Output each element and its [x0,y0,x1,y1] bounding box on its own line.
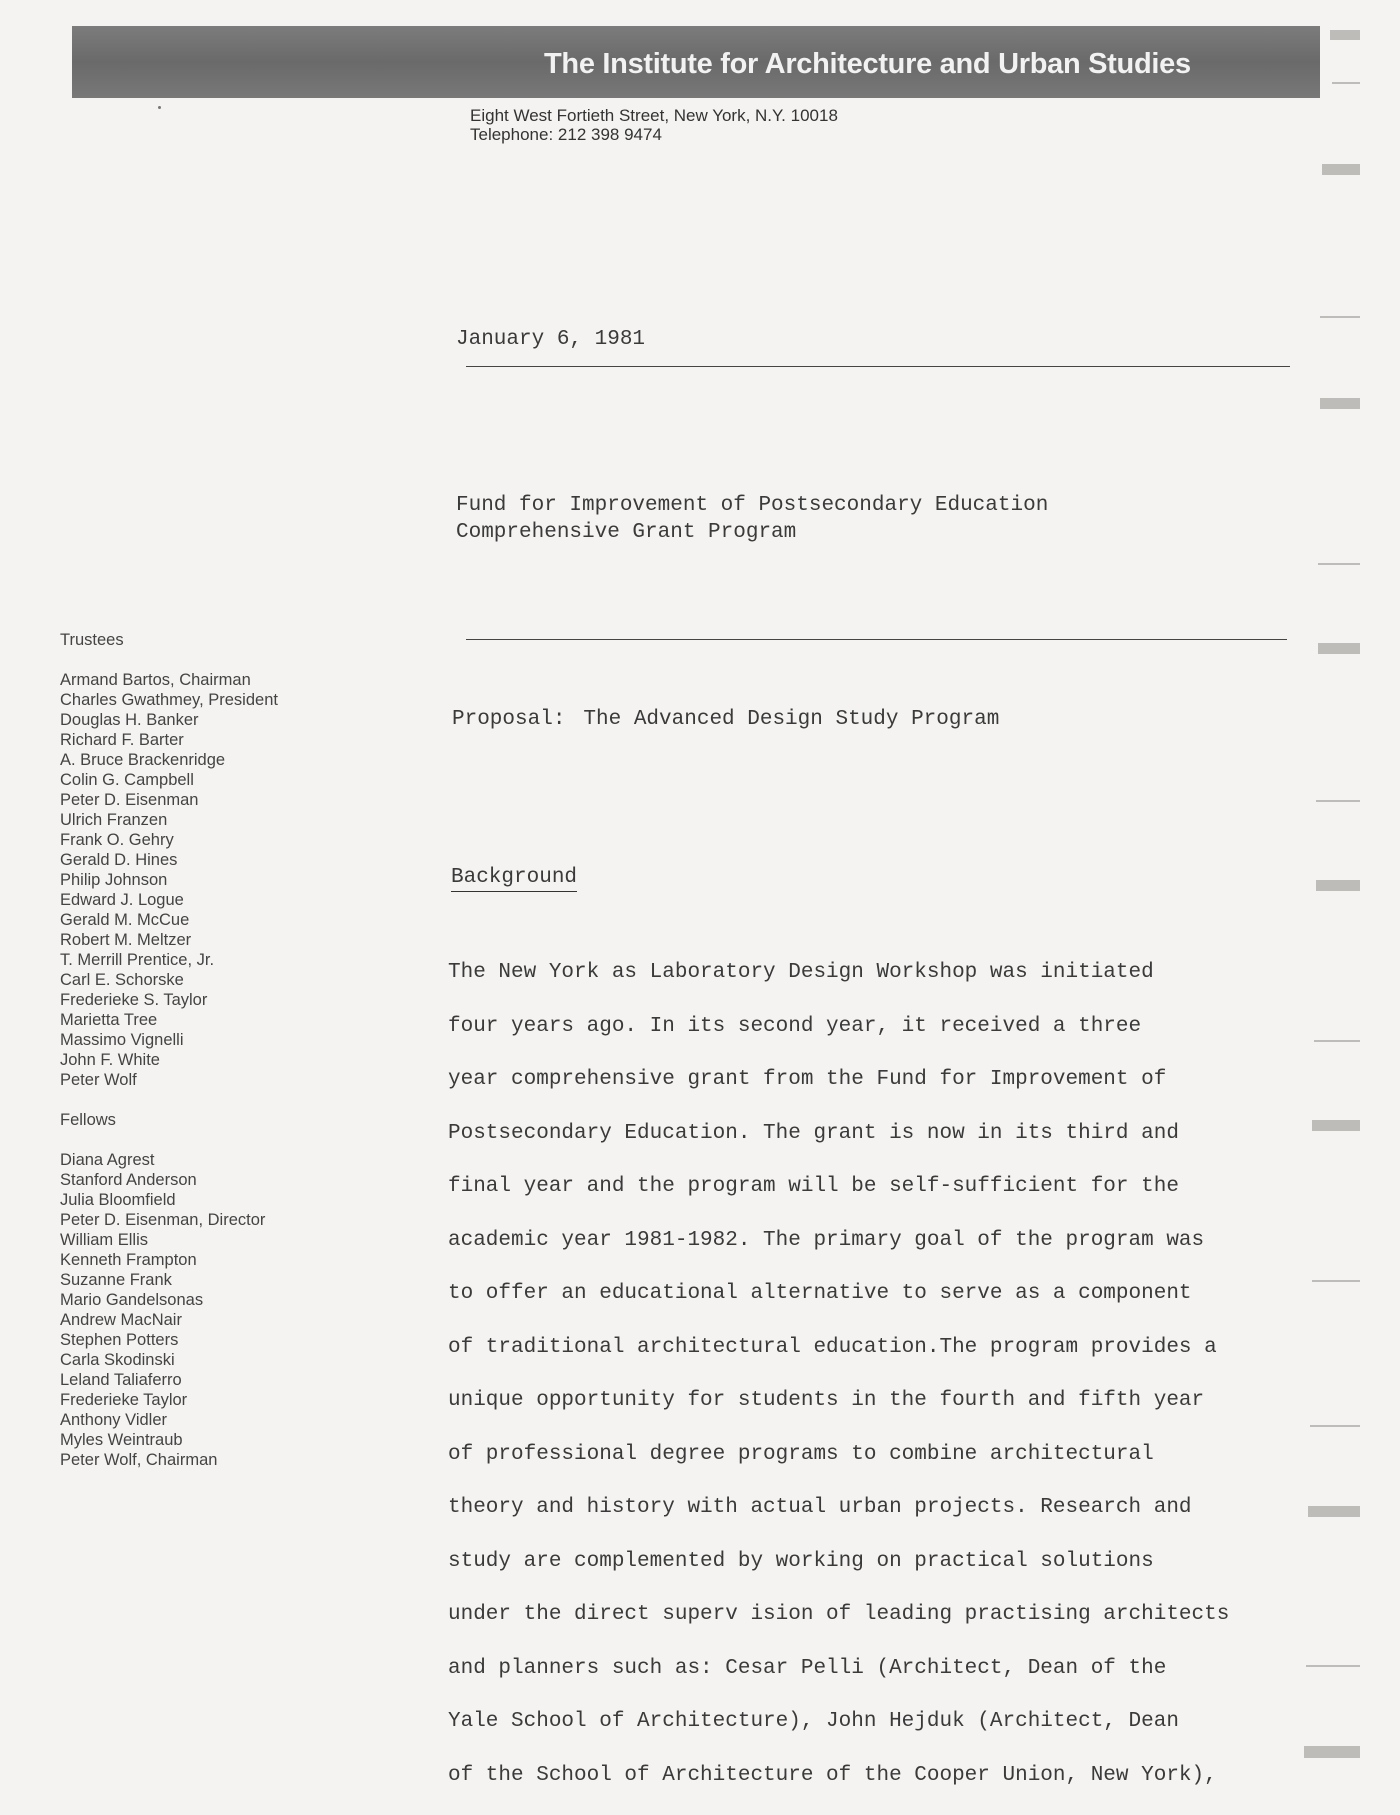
fund-name: Fund for Improvement of Postsecondary Education [456,494,1049,517]
edge-mark [1318,643,1360,654]
proposal-label: Proposal: [452,708,566,731]
sidebar-roster [60,630,360,1490]
sidebar-fellows-item: William Ellis [60,1231,148,1249]
sidebar-fellows-item: Suzanne Frank [60,1271,172,1289]
trustees-label: Trustees [60,631,124,649]
sidebar-trustees-item: Richard F. Barter [60,731,184,749]
trustees-list [60,670,360,1090]
sidebar-fellows-item: Kenneth Frampton [60,1251,197,1269]
proposal-line [452,708,999,731]
sidebar-trustees-item: Carl E. Schorske [60,971,184,989]
street-address: Eight West Fortieth Street, New York, N.Y. 10018 [470,106,838,125]
letterhead-address [470,106,838,144]
fellows-section [60,1110,360,1470]
sidebar-fellows-item: Stanford Anderson [60,1171,197,1189]
edge-mark [1316,880,1360,891]
sidebar-trustees-item: Colin G. Campbell [60,771,194,789]
sidebar-trustees-item: Peter Wolf [60,1071,137,1089]
body-line: of the School of Architecture of the Cooper Union, New York), [448,1763,1217,1787]
body-paragraph [448,946,1268,1802]
body-line: unique opportunity for students in the fourth and fifth year [448,1389,1205,1412]
body-line: Yale School of Architecture), John Hejduk (Architect, Dean [448,1710,1179,1733]
edge-mark [1308,1506,1360,1517]
edge-mark [1310,1425,1360,1427]
fellows-list [60,1150,360,1470]
body-line: academic year 1981-1982. The primary goal of the program was [448,1228,1205,1252]
sidebar-fellows-item: Carla Skodinski [60,1351,175,1369]
sidebar-trustees-item: Massimo Vignelli [60,1031,184,1049]
body-line: theory and history with actual urban projects. Research and [448,1496,1192,1519]
sidebar-fellows-item: Diana Agrest [60,1151,155,1169]
sidebar-fellows-item: Peter Wolf, Chairman [60,1451,218,1469]
sidebar-trustees-item: Philip Johnson [60,871,168,889]
edge-mark [1312,1120,1360,1131]
letterhead-banner [72,26,1320,98]
body-line: study are complemented by working on practical solutions [448,1549,1154,1573]
sidebar-trustees-item: Robert M. Meltzer [60,931,192,949]
trustees-section [60,630,360,1090]
edge-mark [1316,800,1360,802]
edge-mark [1320,316,1360,318]
edge-mark [1306,1665,1360,1667]
body-line: year comprehensive grant from the Fund for Improvement of [448,1068,1167,1091]
fund-block [456,492,1048,546]
edge-mark [1312,1280,1360,1282]
edge-mark [1318,563,1360,565]
body-line: final year and the program will be self-sufficient for the [448,1175,1179,1198]
sidebar-trustees-item: T. Merrill Prentice, Jr. [60,951,215,969]
edge-mark [1320,398,1360,409]
sidebar-trustees-item: Edward J. Logue [60,891,184,909]
sidebar-trustees-item: Frank O. Gehry [60,831,174,849]
sidebar-trustees-item: A. Bruce Brackenridge [60,751,226,769]
date-rule [466,366,1290,367]
sidebar-fellows-item: Frederieke Taylor [60,1391,188,1409]
sidebar-trustees-item: Charles Gwathmey, President [60,691,278,709]
edge-mark [1314,1040,1360,1042]
sidebar-trustees-item: Marietta Tree [60,1011,158,1029]
sidebar-trustees-item: Gerald M. McCue [60,911,190,929]
edge-mark [1332,82,1360,84]
sidebar-fellows-item: Myles Weintraub [60,1431,183,1449]
sidebar-fellows-item: Leland Taliaferro [60,1371,182,1389]
sidebar-fellows-item: Andrew MacNair [60,1311,182,1329]
proposal-title: The Advanced Design Study Program [583,708,1000,731]
fellows-label: Fellows [60,1111,116,1129]
sidebar-fellows-item: Anthony Vidler [60,1411,168,1429]
body-line: to offer an educational alternative to serve as a component [448,1282,1192,1305]
body-line: and planners such as: Cesar Pelli (Architect, Dean of the [448,1656,1167,1680]
body-line: of professional degree programs to combine architectural [448,1442,1154,1466]
letter-date: January 6, 1981 [456,328,646,351]
telephone: Telephone: 212 398 9474 [470,125,662,144]
edge-mark [1322,164,1360,175]
body-line: four years ago. In its second year, it received a three [448,1014,1142,1038]
program-name: Comprehensive Grant Program [456,521,797,544]
body-line: The New York as Laboratory Design Workshop was initiated [448,961,1154,984]
sidebar-trustees-item: John F. White [60,1051,160,1069]
sidebar-fellows-item: Peter D. Eisenman, Director [60,1211,266,1229]
sidebar-trustees-item: Frederieke S. Taylor [60,991,208,1009]
sidebar-trustees-item: Douglas H. Banker [60,711,199,729]
sidebar-fellows-item: Mario Gandelsonas [60,1291,204,1309]
sidebar-trustees-item: Gerald D. Hines [60,851,178,869]
sidebar-fellows-item: Stephen Potters [60,1331,179,1349]
body-line: Postsecondary Education. The grant is now in its third and [448,1121,1179,1145]
body-line: under the direct superv ision of leading practising architects [448,1603,1230,1626]
institute-name: The Institute for Architecture and Urban Studies [544,48,1191,80]
body-line: of traditional architectural education.The program provides a [448,1335,1217,1359]
edge-mark [1330,30,1360,40]
sidebar-trustees-item: Armand Bartos, Chairman [60,671,251,689]
sidebar-trustees-item: Ulrich Franzen [60,811,168,829]
speck [158,106,161,109]
sidebar-fellows-item: Julia Bloomfield [60,1191,176,1209]
sidebar-trustees-item: Peter D. Eisenman [60,791,199,809]
section-heading: Background [451,866,577,892]
fund-rule [466,639,1287,640]
edge-mark [1304,1746,1360,1758]
